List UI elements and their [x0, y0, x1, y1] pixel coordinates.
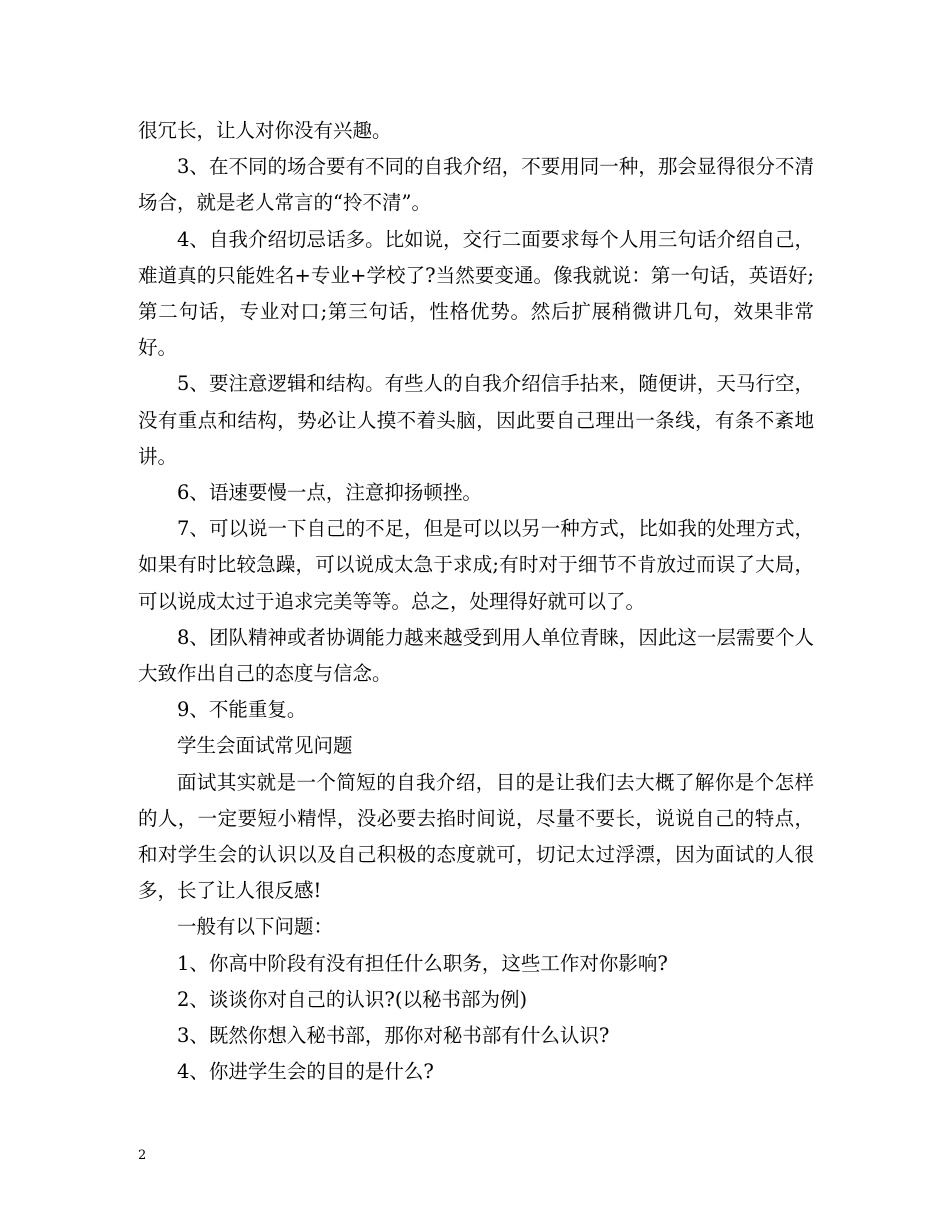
- list-item: 1、你高中阶段有没有担任什么职务，这些工作对你影响?: [177, 951, 668, 975]
- paragraph: 4、自我介绍切忌话多。比如说，交行二面要求每个人用三句话介绍自己，难道真的只能姓名+专业+学校了?当然要变通。像我就说：第一句话，英语好;第二句话，专业对口;第三句话，性格优势。然后扩展稍微讲几句，效果非常好。: [138, 227, 814, 360]
- paragraph: 9、不能重复。: [177, 698, 307, 722]
- list-item: 3、既然你想入秘书部，那你对秘书部有什么认识?: [177, 1024, 610, 1048]
- paragraph: 6、语速要慢一点，注意抑扬顿挫。: [177, 481, 482, 505]
- document-body: [138, 113, 814, 1090]
- paragraph: 5、要注意逻辑和结构。有些人的自我介绍信手拈来，随便讲，天马行空，没有重点和结构，势必让人摸不着头脑，因此要自己理出一条线，有条不紊地讲。: [138, 372, 814, 468]
- section-heading: 学生会面试常见问题: [177, 734, 353, 758]
- list-item: 4、你进学生会的目的是什么?: [177, 1060, 434, 1084]
- page-number: 2: [138, 1148, 147, 1163]
- paragraph: 3、在不同的场合要有不同的自我介绍，不要用同一种，那会显得很分不清场合，就是老人常言的“拎不清”。: [138, 155, 814, 215]
- paragraph: 8、团队精神或者协调能力越来越受到用人单位青睐，因此这一层需要个人大致作出自己的态度与信念。: [138, 625, 814, 686]
- paragraph: 很冗长，让人对你没有兴趣。: [138, 119, 392, 142]
- paragraph: 7、可以说一下自己的不足，但是可以以另一种方式，比如我的处理方式，如果有时比较急躁，可以说成太急于求成;有时对于细节不肯放过而误了大局，可以说成太过于追求完美等等。总之，处理得好就可以了。: [138, 517, 814, 613]
- paragraph: 面试其实就是一个简短的自我介绍，目的是让我们去大概了解你是个怎样的人，一定要短小精悍，没必要去掐时间说，尽量不要长，说说自己的特点，和对学生会的认识以及自己积极的态度就可，切记太过浮漂，因为面试的人很多，长了让人很反感!: [138, 770, 814, 903]
- list-item: 2、谈谈你对自己的认识?(以秘书部为例): [177, 987, 528, 1011]
- paragraph: 一般有以下问题：: [177, 915, 334, 939]
